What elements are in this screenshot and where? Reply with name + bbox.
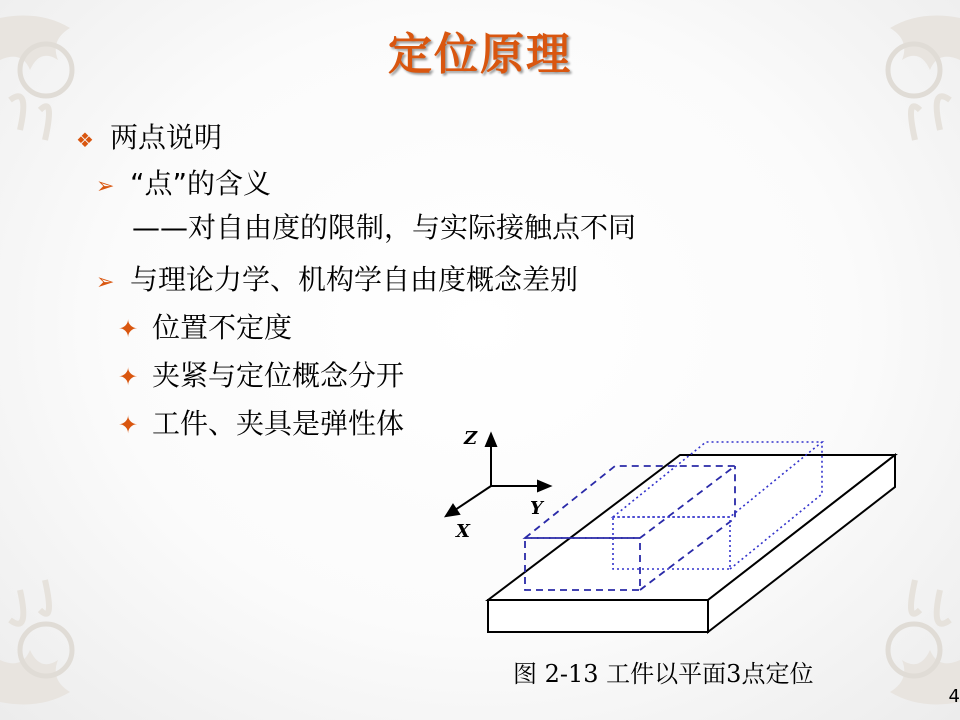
arrow-bullet-icon: ➢	[96, 270, 115, 295]
y-axis-label: Y	[530, 498, 543, 519]
star-bullet-icon: ✦	[118, 315, 139, 343]
page-number: 4	[948, 686, 960, 707]
base-plate	[488, 455, 895, 632]
diamond-bullet-icon: ❖	[76, 128, 94, 152]
bullet-level2-subtext: ——对自由度的限制，与实际接触点不同	[132, 211, 637, 244]
star-bullet-icon: ✦	[118, 411, 139, 439]
arrow-bullet-icon: ➢	[96, 174, 115, 199]
star-bullet-icon: ✦	[118, 363, 139, 391]
bullet-level3-text: 工件、夹具是弹性体	[152, 407, 405, 440]
bullet-level2-meaning-text: “点”的含义	[130, 167, 272, 200]
x-axis-label: X	[456, 521, 470, 542]
z-axis-label: Z	[464, 428, 478, 449]
bullet-level2-difference-text: 与理论力学、机构学自由度概念差别	[130, 263, 579, 296]
bullet-level3-text: 夹紧与定位概念分开	[152, 359, 405, 392]
bullet-level3-text: 位置不定度	[152, 311, 293, 344]
slide-title: 定位原理	[388, 29, 572, 80]
bullet-level1-text: 两点说明	[110, 121, 223, 154]
figure-caption: 图 2-13 工件以平面3点定位	[513, 660, 814, 688]
